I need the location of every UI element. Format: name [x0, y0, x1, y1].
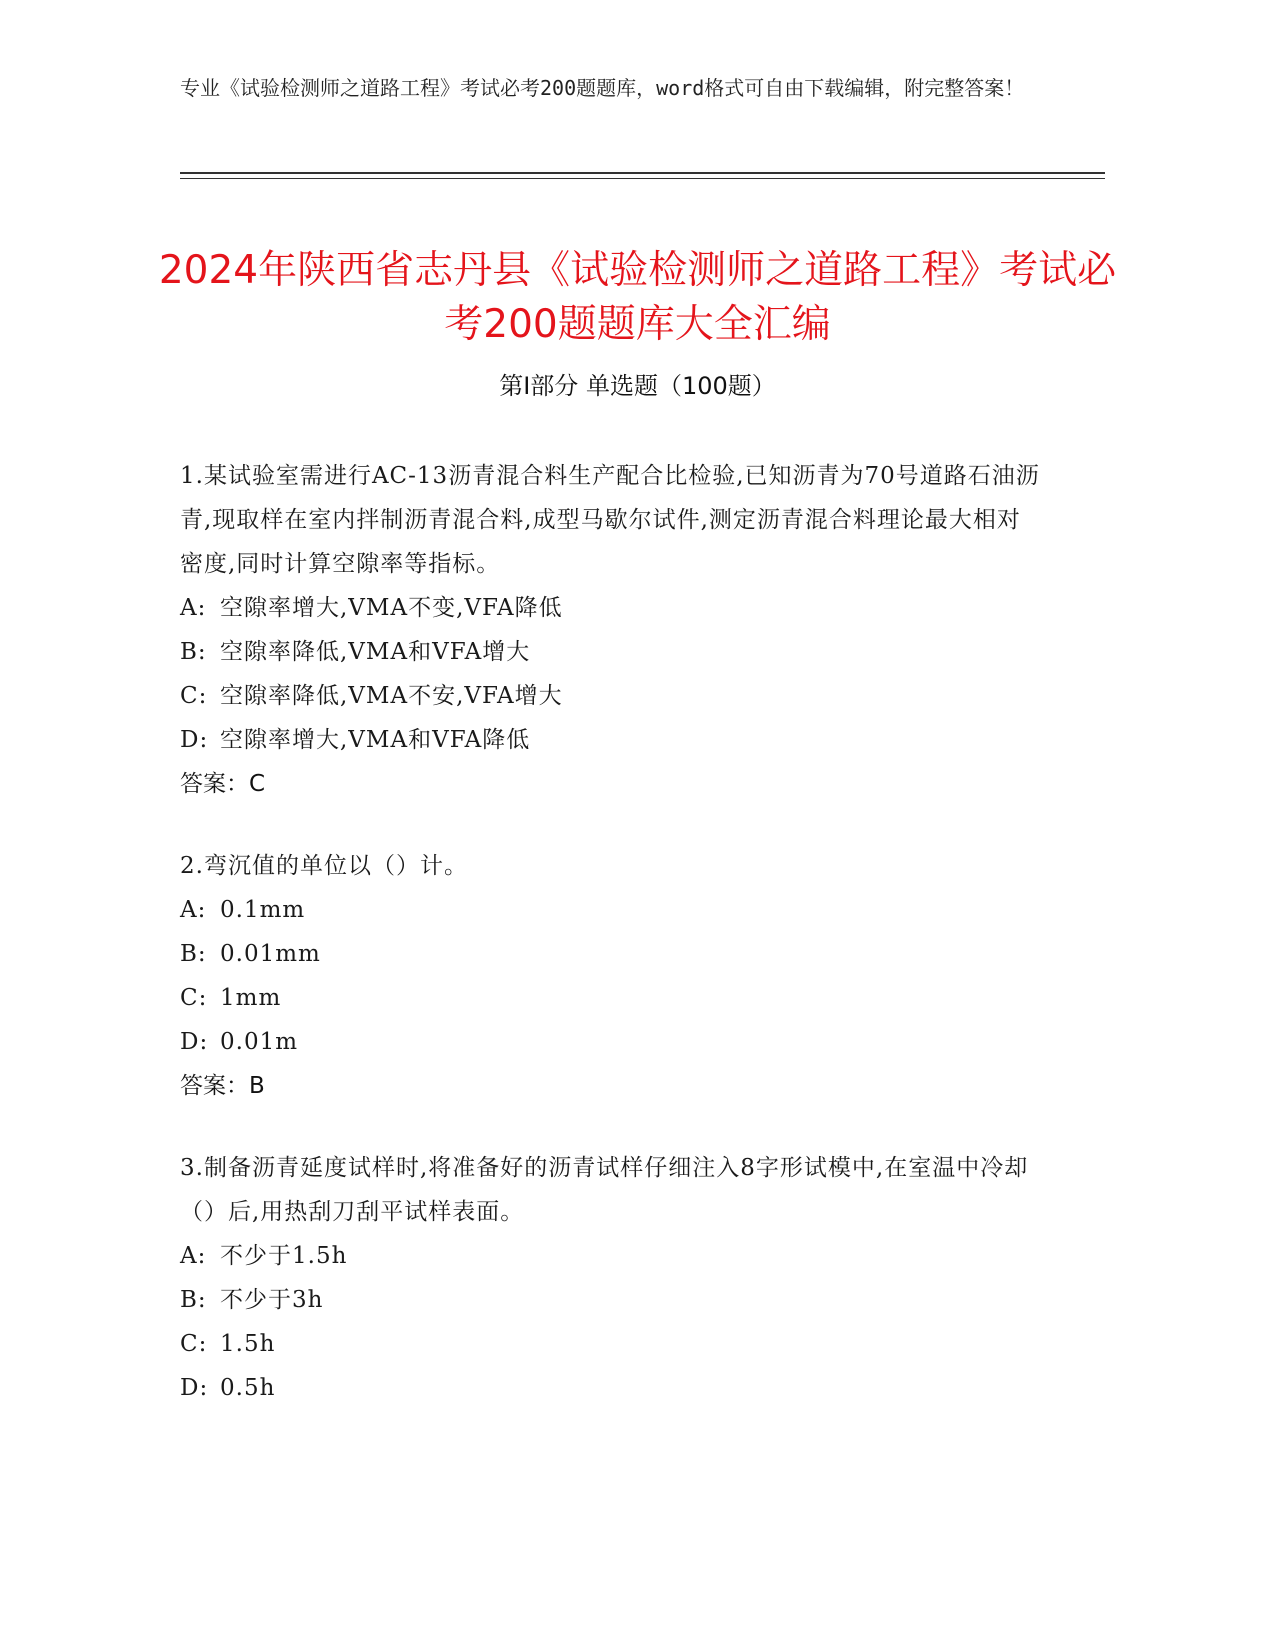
option-key: A:	[180, 1243, 207, 1269]
answer-line: 答案：C	[180, 771, 266, 797]
option-c	[180, 1322, 1040, 1366]
option-key: C:	[180, 985, 208, 1011]
question-stem: 2.弯沉值的单位以（）计。	[180, 853, 468, 879]
header-rule-thick	[180, 172, 1105, 174]
option-key: A:	[180, 897, 207, 923]
option-d	[180, 718, 1040, 762]
question-stem: 1.某试验室需进行AC-13沥青混合料生产配合比检验,已知沥青为70号道路石油沥青,现取样在室内拌制沥青混合料,成型马歇尔试件,测定沥青混合料理论最大相对密度,同时计算空隙率等指标。	[180, 463, 1040, 577]
option-text: 空隙率增大,VMA和VFA降低	[220, 727, 531, 753]
question-stem: 3.制备沥青延度试样时,将准备好的沥青试样仔细注入8字形试模中,在室温中冷却（）后,用热刮刀刮平试样表面。	[180, 1155, 1029, 1225]
option-text: 1mm	[220, 985, 282, 1011]
option-key: A:	[180, 595, 207, 621]
question-2	[180, 844, 1040, 1108]
option-b	[180, 932, 1040, 976]
option-key: D:	[180, 727, 209, 753]
question-3	[180, 1146, 1040, 1410]
option-key: D:	[180, 1375, 209, 1401]
option-b	[180, 1278, 1040, 1322]
option-c	[180, 976, 1040, 1020]
option-d	[180, 1366, 1040, 1410]
option-text: 空隙率增大,VMA不变,VFA降低	[220, 595, 563, 621]
option-d	[180, 1020, 1040, 1064]
answer-line: 答案：B	[180, 1073, 265, 1099]
option-text: 不少于3h	[220, 1287, 324, 1313]
option-key: B:	[180, 1287, 207, 1313]
option-key: D:	[180, 1029, 209, 1055]
option-text: 0.5h	[220, 1375, 276, 1401]
question-list	[180, 454, 1040, 1448]
option-a	[180, 888, 1040, 932]
question-1	[180, 454, 1040, 806]
option-key: B:	[180, 941, 207, 967]
option-c	[180, 674, 1040, 718]
option-b	[180, 630, 1040, 674]
header-note: 专业《试验检测师之道路工程》考试必考200题题库，word格式可自由下载编辑，附完整答案！	[180, 76, 1025, 100]
option-key: C:	[180, 1331, 208, 1357]
option-text: 空隙率降低,VMA和VFA增大	[220, 639, 531, 665]
page-title: 2024年陕西省志丹县《试验检测师之道路工程》考试必考200题题库大全汇编	[158, 248, 1117, 348]
section-title: 第I部分 单选题（100题）	[499, 372, 776, 400]
option-text: 不少于1.5h	[220, 1243, 348, 1269]
option-text: 0.01mm	[220, 941, 321, 967]
option-text: 0.1mm	[220, 897, 306, 923]
header-rule-thin	[180, 178, 1105, 179]
option-a	[180, 1234, 1040, 1278]
option-key: C:	[180, 683, 208, 709]
option-text: 空隙率降低,VMA不安,VFA增大	[220, 683, 563, 709]
option-key: B:	[180, 639, 207, 665]
option-a	[180, 586, 1040, 630]
option-text: 1.5h	[220, 1331, 276, 1357]
option-text: 0.01m	[220, 1029, 299, 1055]
